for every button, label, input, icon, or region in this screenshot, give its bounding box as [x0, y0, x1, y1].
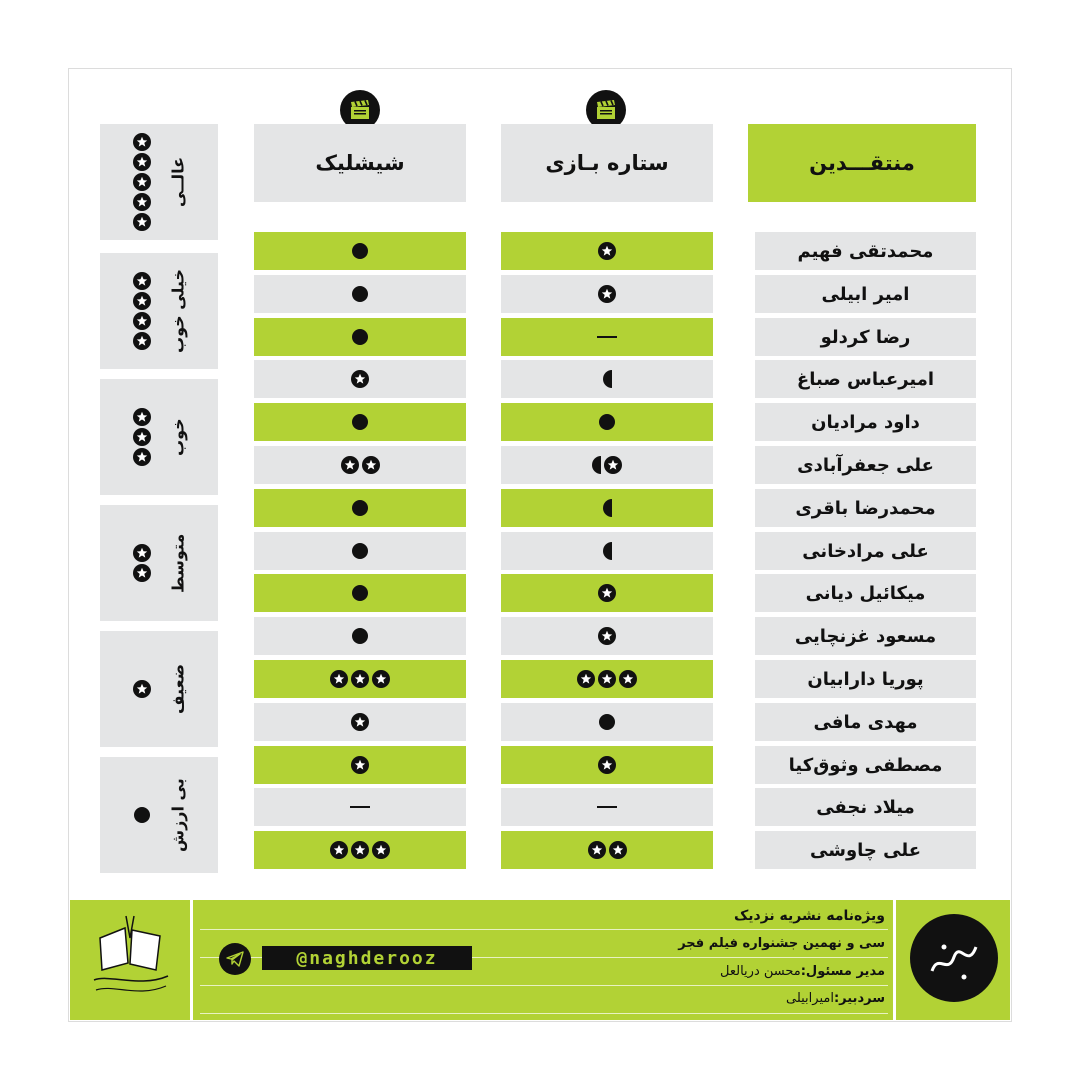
- critic-name: رضا کردلو: [755, 318, 976, 356]
- rating-cell-setare-bazi: [501, 403, 713, 441]
- social-handle[interactable]: @naghderooz: [262, 946, 472, 970]
- star-icon: [598, 242, 616, 260]
- star-icon: [577, 670, 595, 688]
- dash-icon: [597, 806, 617, 808]
- rating-cell-setare-bazi: [501, 360, 713, 398]
- rating-cell-shishlik: [254, 360, 466, 398]
- rating-cell-setare-bazi: [501, 532, 713, 570]
- critic-name: داود مرادیان: [755, 403, 976, 441]
- legend-item: [100, 124, 218, 240]
- dot-icon: [352, 628, 368, 644]
- legend-label: خوب: [168, 418, 188, 456]
- star-icon: [372, 670, 390, 688]
- legend-label: عالــی: [168, 156, 188, 208]
- rating-cell-shishlik: [254, 275, 466, 313]
- legend-item: [100, 631, 218, 747]
- half-star-icon: [592, 456, 601, 474]
- dot-icon: [352, 243, 368, 259]
- rating-cell-setare-bazi: [501, 831, 713, 869]
- star-icon: [351, 756, 369, 774]
- critic-name: مهدی مافی: [755, 703, 976, 741]
- star-icon: [598, 584, 616, 602]
- editor-value: امیرابیلی: [786, 991, 834, 1006]
- nazdik-logo: [910, 914, 998, 1002]
- footer-rule: [200, 929, 888, 930]
- critic-name: مصطفی وثوق‌کیا: [755, 746, 976, 784]
- rating-cell-setare-bazi: [501, 788, 713, 826]
- critic-name: محمدرضا باقری: [755, 489, 976, 527]
- half-star-icon: [603, 370, 612, 388]
- star-icon: [341, 456, 359, 474]
- legend-label: خیلی خوب: [168, 269, 188, 353]
- rating-cell-shishlik: [254, 532, 466, 570]
- star-icon: [330, 670, 348, 688]
- rating-cell-shishlik: [254, 831, 466, 869]
- rating-cell-setare-bazi: [501, 703, 713, 741]
- legend-item: [100, 505, 218, 621]
- dot-icon: [352, 585, 368, 601]
- critic-name: علی جعفرآبادی: [755, 446, 976, 484]
- star-icon: [588, 841, 606, 859]
- footer-left-panel: [70, 900, 190, 1020]
- rating-cell-shishlik: [254, 746, 466, 784]
- footer-festival: سی و نهمین جشنواره فیلم فجر: [678, 936, 885, 951]
- film-header-setare-bazi: ستاره بـازی: [501, 124, 713, 202]
- legend-label: ضعیف: [168, 663, 188, 715]
- star-icon: [351, 670, 369, 688]
- star-icon: [598, 627, 616, 645]
- footer-rule: [200, 1013, 888, 1014]
- dot-icon: [352, 286, 368, 302]
- dot-icon: [599, 714, 615, 730]
- rating-cell-setare-bazi: [501, 660, 713, 698]
- star-icon: [330, 841, 348, 859]
- director-label: مدیر مسئول:: [800, 964, 885, 979]
- critic-name: پوریا دارابیان: [755, 660, 976, 698]
- rating-cell-shishlik: [254, 489, 466, 527]
- director-value: محسن دریالعل: [720, 964, 801, 979]
- telegram-icon[interactable]: [219, 943, 251, 975]
- festival-logo: [80, 908, 180, 1008]
- rating-cell-shishlik: [254, 232, 466, 270]
- rating-cell-shishlik: [254, 703, 466, 741]
- critic-name: علی مرادخانی: [755, 532, 976, 570]
- footer-editor: [786, 991, 885, 1006]
- rating-cell-shishlik: [254, 617, 466, 655]
- rating-cell-setare-bazi: [501, 489, 713, 527]
- star-icon: [619, 670, 637, 688]
- dot-icon: [599, 414, 615, 430]
- legend-label: متوسط: [168, 533, 188, 593]
- star-icon: [604, 456, 622, 474]
- star-icon: [351, 370, 369, 388]
- critic-name: امیرعباس صباغ: [755, 360, 976, 398]
- legend-item: [100, 379, 218, 495]
- rating-cell-setare-bazi: [501, 232, 713, 270]
- critic-name: مسعود غزنچایی: [755, 617, 976, 655]
- star-icon: [609, 841, 627, 859]
- critic-name: میلاد نجفی: [755, 788, 976, 826]
- star-icon: [372, 841, 390, 859]
- rating-cell-setare-bazi: [501, 318, 713, 356]
- critic-name: محمدتقی فهیم: [755, 232, 976, 270]
- star-icon: [362, 456, 380, 474]
- footer-right-panel: [896, 900, 1010, 1020]
- rating-cell-shishlik: [254, 788, 466, 826]
- star-icon: [351, 713, 369, 731]
- footer-title: ویژه‌نامه نشریه نزدیک: [733, 908, 885, 924]
- footer-director: [720, 964, 885, 979]
- rating-cell-setare-bazi: [501, 746, 713, 784]
- dot-icon: [352, 500, 368, 516]
- rating-cell-setare-bazi: [501, 617, 713, 655]
- rating-cell-shishlik: [254, 318, 466, 356]
- footer-rule: [200, 985, 888, 986]
- dot-icon: [352, 329, 368, 345]
- rating-cell-shishlik: [254, 403, 466, 441]
- rating-cell-shishlik: [254, 574, 466, 612]
- half-star-icon: [603, 542, 612, 560]
- dot-icon: [352, 543, 368, 559]
- critic-name: میکائیل دیانی: [755, 574, 976, 612]
- star-icon: [598, 670, 616, 688]
- dot-icon: [352, 414, 368, 430]
- film-header-shishlik: شیشلیک: [254, 124, 466, 202]
- dash-icon: [597, 336, 617, 338]
- star-icon: [351, 841, 369, 859]
- critic-name: علی چاوشی: [755, 831, 976, 869]
- half-star-icon: [603, 499, 612, 517]
- star-icon: [598, 756, 616, 774]
- rating-cell-setare-bazi: [501, 275, 713, 313]
- rating-cell-setare-bazi: [501, 446, 713, 484]
- dash-icon: [350, 806, 370, 808]
- editor-label: سردبیر:: [833, 991, 885, 1006]
- rating-cell-shishlik: [254, 446, 466, 484]
- star-icon: [598, 285, 616, 303]
- legend-item: [100, 253, 218, 369]
- critic-name: امیر ابیلی: [755, 275, 976, 313]
- legend-label: بی ارزش: [168, 778, 188, 852]
- rating-cell-shishlik: [254, 660, 466, 698]
- legend-item: [100, 757, 218, 873]
- critics-header: منتقـــدین: [748, 124, 976, 202]
- rating-cell-setare-bazi: [501, 574, 713, 612]
